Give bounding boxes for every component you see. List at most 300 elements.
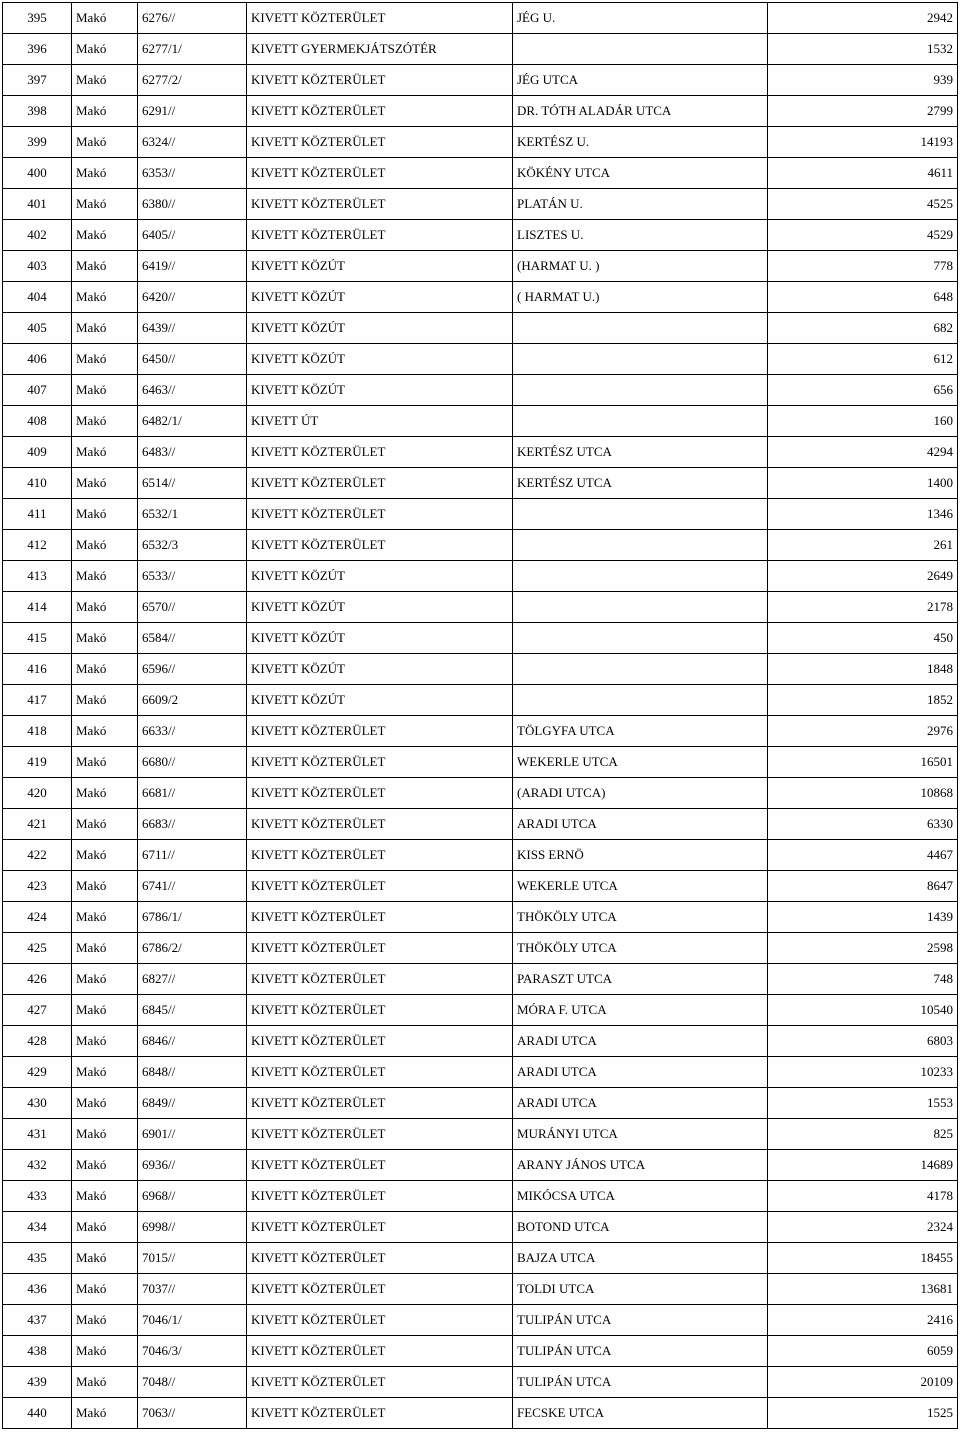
land-use-cell: KIVETT KÖZTERÜLET bbox=[247, 437, 513, 468]
street-name-cell: PLATÁN U. bbox=[513, 189, 768, 220]
parcel-number-cell: 6514// bbox=[138, 468, 247, 499]
land-use-cell: KIVETT KÖZTERÜLET bbox=[247, 158, 513, 189]
area-cell: 261 bbox=[768, 530, 958, 561]
row-number-cell: 425 bbox=[3, 933, 72, 964]
land-use-cell: KIVETT KÖZÚT bbox=[247, 282, 513, 313]
street-name-cell: ARADI UTCA bbox=[513, 1088, 768, 1119]
row-number-cell: 397 bbox=[3, 65, 72, 96]
settlement-cell: Makó bbox=[72, 96, 138, 127]
row-number-cell: 437 bbox=[3, 1305, 72, 1336]
parcel-number-cell: 6711// bbox=[138, 840, 247, 871]
settlement-cell: Makó bbox=[72, 995, 138, 1026]
street-name-cell: WEKERLE UTCA bbox=[513, 747, 768, 778]
area-cell: 8647 bbox=[768, 871, 958, 902]
land-use-cell: KIVETT KÖZTERÜLET bbox=[247, 840, 513, 871]
street-name-cell bbox=[513, 561, 768, 592]
parcel-number-cell: 6482/1/ bbox=[138, 406, 247, 437]
row-number-cell: 403 bbox=[3, 251, 72, 282]
street-name-cell: MÓRA F. UTCA bbox=[513, 995, 768, 1026]
land-use-cell: KIVETT KÖZTERÜLET bbox=[247, 1398, 513, 1429]
settlement-cell: Makó bbox=[72, 313, 138, 344]
area-cell: 825 bbox=[768, 1119, 958, 1150]
parcel-number-cell: 6846// bbox=[138, 1026, 247, 1057]
area-cell: 1852 bbox=[768, 685, 958, 716]
settlement-cell: Makó bbox=[72, 1243, 138, 1274]
area-cell: 13681 bbox=[768, 1274, 958, 1305]
settlement-cell: Makó bbox=[72, 902, 138, 933]
row-number-cell: 400 bbox=[3, 158, 72, 189]
area-cell: 1532 bbox=[768, 34, 958, 65]
area-cell: 4294 bbox=[768, 437, 958, 468]
street-name-cell: (HARMAT U. ) bbox=[513, 251, 768, 282]
settlement-cell: Makó bbox=[72, 1336, 138, 1367]
parcel-number-cell: 7063// bbox=[138, 1398, 247, 1429]
street-name-cell: TOLDI UTCA bbox=[513, 1274, 768, 1305]
row-number-cell: 422 bbox=[3, 840, 72, 871]
row-number-cell: 434 bbox=[3, 1212, 72, 1243]
area-cell: 2598 bbox=[768, 933, 958, 964]
parcel-number-cell: 6277/1/ bbox=[138, 34, 247, 65]
parcel-number-cell: 6845// bbox=[138, 995, 247, 1026]
street-name-cell: ARADI UTCA bbox=[513, 1057, 768, 1088]
row-number-cell: 435 bbox=[3, 1243, 72, 1274]
area-cell: 450 bbox=[768, 623, 958, 654]
area-cell: 2324 bbox=[768, 1212, 958, 1243]
area-cell: 4611 bbox=[768, 158, 958, 189]
parcel-number-cell: 6450// bbox=[138, 344, 247, 375]
street-name-cell bbox=[513, 499, 768, 530]
area-cell: 2799 bbox=[768, 96, 958, 127]
land-use-cell: KIVETT KÖZÚT bbox=[247, 685, 513, 716]
parcel-number-cell: 7048// bbox=[138, 1367, 247, 1398]
settlement-cell: Makó bbox=[72, 561, 138, 592]
land-use-cell: KIVETT KÖZTERÜLET bbox=[247, 747, 513, 778]
table-row bbox=[3, 1119, 958, 1150]
street-name-cell: WEKERLE UTCA bbox=[513, 871, 768, 902]
area-cell: 4178 bbox=[768, 1181, 958, 1212]
parcel-number-cell: 6584// bbox=[138, 623, 247, 654]
row-number-cell: 402 bbox=[3, 220, 72, 251]
parcel-number-cell: 6483// bbox=[138, 437, 247, 468]
settlement-cell: Makó bbox=[72, 1398, 138, 1429]
settlement-cell: Makó bbox=[72, 871, 138, 902]
area-cell: 1439 bbox=[768, 902, 958, 933]
parcel-number-cell: 6277/2/ bbox=[138, 65, 247, 96]
area-cell: 6059 bbox=[768, 1336, 958, 1367]
parcel-number-cell: 6609/2 bbox=[138, 685, 247, 716]
street-name-cell bbox=[513, 685, 768, 716]
table-row bbox=[3, 375, 958, 406]
table-row bbox=[3, 158, 958, 189]
row-number-cell: 419 bbox=[3, 747, 72, 778]
land-use-cell: KIVETT KÖZTERÜLET bbox=[247, 964, 513, 995]
row-number-cell: 407 bbox=[3, 375, 72, 406]
table-row bbox=[3, 840, 958, 871]
land-use-cell: KIVETT ÚT bbox=[247, 406, 513, 437]
parcel-number-cell: 6901// bbox=[138, 1119, 247, 1150]
row-number-cell: 426 bbox=[3, 964, 72, 995]
street-name-cell: TULIPÁN UTCA bbox=[513, 1336, 768, 1367]
street-name-cell: BAJZA UTCA bbox=[513, 1243, 768, 1274]
street-name-cell: TULIPÁN UTCA bbox=[513, 1305, 768, 1336]
table-row bbox=[3, 778, 958, 809]
area-cell: 4525 bbox=[768, 189, 958, 220]
table-row bbox=[3, 251, 958, 282]
table-row bbox=[3, 406, 958, 437]
table-row bbox=[3, 530, 958, 561]
street-name-cell bbox=[513, 313, 768, 344]
street-name-cell bbox=[513, 530, 768, 561]
row-number-cell: 417 bbox=[3, 685, 72, 716]
row-number-cell: 432 bbox=[3, 1150, 72, 1181]
table-row bbox=[3, 96, 958, 127]
table-row bbox=[3, 592, 958, 623]
parcel-number-cell: 6848// bbox=[138, 1057, 247, 1088]
settlement-cell: Makó bbox=[72, 406, 138, 437]
settlement-cell: Makó bbox=[72, 1026, 138, 1057]
land-use-cell: KIVETT KÖZTERÜLET bbox=[247, 65, 513, 96]
table-row bbox=[3, 1398, 958, 1429]
settlement-cell: Makó bbox=[72, 1088, 138, 1119]
parcel-number-cell: 6968// bbox=[138, 1181, 247, 1212]
land-use-cell: KIVETT KÖZTERÜLET bbox=[247, 871, 513, 902]
street-name-cell bbox=[513, 34, 768, 65]
area-cell: 10233 bbox=[768, 1057, 958, 1088]
land-use-cell: KIVETT KÖZTERÜLET bbox=[247, 1119, 513, 1150]
settlement-cell: Makó bbox=[72, 158, 138, 189]
parcel-number-cell: 6533// bbox=[138, 561, 247, 592]
land-use-cell: KIVETT KÖZTERÜLET bbox=[247, 499, 513, 530]
settlement-cell: Makó bbox=[72, 499, 138, 530]
street-name-cell: ( HARMAT U.) bbox=[513, 282, 768, 313]
settlement-cell: Makó bbox=[72, 344, 138, 375]
table-row bbox=[3, 809, 958, 840]
row-number-cell: 405 bbox=[3, 313, 72, 344]
area-cell: 2976 bbox=[768, 716, 958, 747]
street-name-cell: ARANY JÁNOS UTCA bbox=[513, 1150, 768, 1181]
settlement-cell: Makó bbox=[72, 1150, 138, 1181]
land-use-cell: KIVETT KÖZTERÜLET bbox=[247, 1305, 513, 1336]
settlement-cell: Makó bbox=[72, 127, 138, 158]
settlement-cell: Makó bbox=[72, 685, 138, 716]
settlement-cell: Makó bbox=[72, 1305, 138, 1336]
area-cell: 10540 bbox=[768, 995, 958, 1026]
land-use-cell: KIVETT KÖZTERÜLET bbox=[247, 3, 513, 34]
row-number-cell: 428 bbox=[3, 1026, 72, 1057]
table-row bbox=[3, 685, 958, 716]
row-number-cell: 423 bbox=[3, 871, 72, 902]
land-use-cell: KIVETT KÖZTERÜLET bbox=[247, 1367, 513, 1398]
area-cell: 1553 bbox=[768, 1088, 958, 1119]
row-number-cell: 414 bbox=[3, 592, 72, 623]
parcel-number-cell: 6405// bbox=[138, 220, 247, 251]
area-cell: 4467 bbox=[768, 840, 958, 871]
settlement-cell: Makó bbox=[72, 1181, 138, 1212]
table-row bbox=[3, 1367, 958, 1398]
table-row bbox=[3, 34, 958, 65]
street-name-cell: FECSKE UTCA bbox=[513, 1398, 768, 1429]
table-row bbox=[3, 127, 958, 158]
parcel-number-cell: 6380// bbox=[138, 189, 247, 220]
street-name-cell: DR. TÓTH ALADÁR UTCA bbox=[513, 96, 768, 127]
street-name-cell: KISS ERNÖ bbox=[513, 840, 768, 871]
street-name-cell: JÉG U. bbox=[513, 3, 768, 34]
land-use-cell: KIVETT KÖZÚT bbox=[247, 375, 513, 406]
land-use-cell: KIVETT KÖZTERÜLET bbox=[247, 809, 513, 840]
parcel-number-cell: 6680// bbox=[138, 747, 247, 778]
settlement-cell: Makó bbox=[72, 282, 138, 313]
row-number-cell: 401 bbox=[3, 189, 72, 220]
settlement-cell: Makó bbox=[72, 716, 138, 747]
parcel-number-cell: 6596// bbox=[138, 654, 247, 685]
street-name-cell: ARADI UTCA bbox=[513, 809, 768, 840]
settlement-cell: Makó bbox=[72, 1212, 138, 1243]
table-row bbox=[3, 1057, 958, 1088]
land-use-cell: KIVETT KÖZTERÜLET bbox=[247, 220, 513, 251]
area-cell: 20109 bbox=[768, 1367, 958, 1398]
parcel-number-cell: 6633// bbox=[138, 716, 247, 747]
settlement-cell: Makó bbox=[72, 933, 138, 964]
parcel-number-cell: 7015// bbox=[138, 1243, 247, 1274]
row-number-cell: 429 bbox=[3, 1057, 72, 1088]
area-cell: 2416 bbox=[768, 1305, 958, 1336]
parcel-number-cell: 6786/2/ bbox=[138, 933, 247, 964]
parcel-number-cell: 7046/1/ bbox=[138, 1305, 247, 1336]
row-number-cell: 413 bbox=[3, 561, 72, 592]
table-row bbox=[3, 3, 958, 34]
table-row bbox=[3, 1274, 958, 1305]
settlement-cell: Makó bbox=[72, 437, 138, 468]
street-name-cell: TÖLGYFA UTCA bbox=[513, 716, 768, 747]
row-number-cell: 430 bbox=[3, 1088, 72, 1119]
area-cell: 2649 bbox=[768, 561, 958, 592]
parcel-number-cell: 6849// bbox=[138, 1088, 247, 1119]
property-table bbox=[2, 2, 958, 1429]
settlement-cell: Makó bbox=[72, 65, 138, 96]
parcel-number-cell: 6532/1 bbox=[138, 499, 247, 530]
settlement-cell: Makó bbox=[72, 1274, 138, 1305]
table-row bbox=[3, 1243, 958, 1274]
land-use-cell: KIVETT KÖZTERÜLET bbox=[247, 1212, 513, 1243]
area-cell: 160 bbox=[768, 406, 958, 437]
street-name-cell: JÉG UTCA bbox=[513, 65, 768, 96]
street-name-cell: KÖKÉNY UTCA bbox=[513, 158, 768, 189]
row-number-cell: 408 bbox=[3, 406, 72, 437]
parcel-number-cell: 6786/1/ bbox=[138, 902, 247, 933]
table-row bbox=[3, 1150, 958, 1181]
street-name-cell: THÖKÖLY UTCA bbox=[513, 933, 768, 964]
parcel-number-cell: 6291// bbox=[138, 96, 247, 127]
settlement-cell: Makó bbox=[72, 468, 138, 499]
row-number-cell: 438 bbox=[3, 1336, 72, 1367]
table-row bbox=[3, 282, 958, 313]
land-use-cell: KIVETT KÖZTERÜLET bbox=[247, 189, 513, 220]
land-use-cell: KIVETT KÖZTERÜLET bbox=[247, 1243, 513, 1274]
street-name-cell: KERTÉSZ UTCA bbox=[513, 468, 768, 499]
land-use-cell: KIVETT KÖZTERÜLET bbox=[247, 1057, 513, 1088]
settlement-cell: Makó bbox=[72, 375, 138, 406]
table-row bbox=[3, 995, 958, 1026]
settlement-cell: Makó bbox=[72, 1119, 138, 1150]
settlement-cell: Makó bbox=[72, 530, 138, 561]
table-row bbox=[3, 468, 958, 499]
row-number-cell: 399 bbox=[3, 127, 72, 158]
table-row bbox=[3, 1212, 958, 1243]
area-cell: 1848 bbox=[768, 654, 958, 685]
land-use-cell: KIVETT KÖZÚT bbox=[247, 251, 513, 282]
area-cell: 6330 bbox=[768, 809, 958, 840]
settlement-cell: Makó bbox=[72, 964, 138, 995]
land-use-cell: KIVETT KÖZTERÜLET bbox=[247, 127, 513, 158]
settlement-cell: Makó bbox=[72, 623, 138, 654]
parcel-number-cell: 6324// bbox=[138, 127, 247, 158]
area-cell: 2942 bbox=[768, 3, 958, 34]
parcel-number-cell: 6353// bbox=[138, 158, 247, 189]
land-use-cell: KIVETT KÖZTERÜLET bbox=[247, 1088, 513, 1119]
parcel-number-cell: 7046/3/ bbox=[138, 1336, 247, 1367]
area-cell: 939 bbox=[768, 65, 958, 96]
table-row bbox=[3, 561, 958, 592]
street-name-cell: ARADI UTCA bbox=[513, 1026, 768, 1057]
settlement-cell: Makó bbox=[72, 189, 138, 220]
land-use-cell: KIVETT KÖZTERÜLET bbox=[247, 468, 513, 499]
table-row bbox=[3, 1026, 958, 1057]
street-name-cell: MIKÓCSA UTCA bbox=[513, 1181, 768, 1212]
area-cell: 2178 bbox=[768, 592, 958, 623]
settlement-cell: Makó bbox=[72, 747, 138, 778]
parcel-number-cell: 6998// bbox=[138, 1212, 247, 1243]
settlement-cell: Makó bbox=[72, 654, 138, 685]
land-use-cell: KIVETT KÖZTERÜLET bbox=[247, 530, 513, 561]
land-use-cell: KIVETT KÖZÚT bbox=[247, 561, 513, 592]
street-name-cell bbox=[513, 623, 768, 654]
parcel-number-cell: 6439// bbox=[138, 313, 247, 344]
row-number-cell: 424 bbox=[3, 902, 72, 933]
land-use-cell: KIVETT KÖZTERÜLET bbox=[247, 96, 513, 127]
street-name-cell bbox=[513, 654, 768, 685]
parcel-number-cell: 6827// bbox=[138, 964, 247, 995]
land-use-cell: KIVETT KÖZTERÜLET bbox=[247, 1026, 513, 1057]
table-row bbox=[3, 437, 958, 468]
table-row bbox=[3, 902, 958, 933]
row-number-cell: 406 bbox=[3, 344, 72, 375]
parcel-number-cell: 6570// bbox=[138, 592, 247, 623]
row-number-cell: 404 bbox=[3, 282, 72, 313]
land-use-cell: KIVETT KÖZTERÜLET bbox=[247, 902, 513, 933]
area-cell: 778 bbox=[768, 251, 958, 282]
area-cell: 1346 bbox=[768, 499, 958, 530]
land-use-cell: KIVETT KÖZÚT bbox=[247, 592, 513, 623]
street-name-cell bbox=[513, 406, 768, 437]
area-cell: 14193 bbox=[768, 127, 958, 158]
settlement-cell: Makó bbox=[72, 34, 138, 65]
row-number-cell: 412 bbox=[3, 530, 72, 561]
settlement-cell: Makó bbox=[72, 840, 138, 871]
parcel-number-cell: 7037// bbox=[138, 1274, 247, 1305]
row-number-cell: 416 bbox=[3, 654, 72, 685]
table-row bbox=[3, 747, 958, 778]
street-name-cell: LISZTES U. bbox=[513, 220, 768, 251]
table-row bbox=[3, 1181, 958, 1212]
row-number-cell: 410 bbox=[3, 468, 72, 499]
row-number-cell: 427 bbox=[3, 995, 72, 1026]
street-name-cell bbox=[513, 344, 768, 375]
street-name-cell: (ARADI UTCA) bbox=[513, 778, 768, 809]
street-name-cell: PARASZT UTCA bbox=[513, 964, 768, 995]
table-row bbox=[3, 871, 958, 902]
row-number-cell: 433 bbox=[3, 1181, 72, 1212]
row-number-cell: 411 bbox=[3, 499, 72, 530]
settlement-cell: Makó bbox=[72, 220, 138, 251]
table-row bbox=[3, 654, 958, 685]
table-row bbox=[3, 933, 958, 964]
table-row bbox=[3, 1088, 958, 1119]
table-row bbox=[3, 1305, 958, 1336]
street-name-cell bbox=[513, 375, 768, 406]
row-number-cell: 418 bbox=[3, 716, 72, 747]
settlement-cell: Makó bbox=[72, 1057, 138, 1088]
street-name-cell: KERTÉSZ UTCA bbox=[513, 437, 768, 468]
area-cell: 748 bbox=[768, 964, 958, 995]
parcel-number-cell: 6276// bbox=[138, 3, 247, 34]
land-use-cell: KIVETT KÖZTERÜLET bbox=[247, 995, 513, 1026]
area-cell: 648 bbox=[768, 282, 958, 313]
parcel-number-cell: 6936// bbox=[138, 1150, 247, 1181]
street-name-cell: BOTOND UTCA bbox=[513, 1212, 768, 1243]
settlement-cell: Makó bbox=[72, 251, 138, 282]
street-name-cell: MURÁNYI UTCA bbox=[513, 1119, 768, 1150]
land-use-cell: KIVETT KÖZÚT bbox=[247, 344, 513, 375]
settlement-cell: Makó bbox=[72, 3, 138, 34]
parcel-number-cell: 6419// bbox=[138, 251, 247, 282]
table-row bbox=[3, 65, 958, 96]
street-name-cell bbox=[513, 592, 768, 623]
row-number-cell: 420 bbox=[3, 778, 72, 809]
land-use-cell: KIVETT KÖZTERÜLET bbox=[247, 1150, 513, 1181]
table-row bbox=[3, 499, 958, 530]
table-row bbox=[3, 344, 958, 375]
area-cell: 16501 bbox=[768, 747, 958, 778]
street-name-cell: THÖKÖLY UTCA bbox=[513, 902, 768, 933]
row-number-cell: 395 bbox=[3, 3, 72, 34]
land-use-cell: KIVETT KÖZTERÜLET bbox=[247, 933, 513, 964]
land-use-cell: KIVETT KÖZÚT bbox=[247, 623, 513, 654]
street-name-cell: KERTÉSZ U. bbox=[513, 127, 768, 158]
area-cell: 1400 bbox=[768, 468, 958, 499]
row-number-cell: 398 bbox=[3, 96, 72, 127]
row-number-cell: 439 bbox=[3, 1367, 72, 1398]
area-cell: 4529 bbox=[768, 220, 958, 251]
settlement-cell: Makó bbox=[72, 778, 138, 809]
land-use-cell: KIVETT KÖZTERÜLET bbox=[247, 1336, 513, 1367]
area-cell: 682 bbox=[768, 313, 958, 344]
row-number-cell: 409 bbox=[3, 437, 72, 468]
table-body bbox=[3, 3, 958, 1429]
land-use-cell: KIVETT KÖZÚT bbox=[247, 313, 513, 344]
land-use-cell: KIVETT KÖZTERÜLET bbox=[247, 716, 513, 747]
area-cell: 612 bbox=[768, 344, 958, 375]
area-cell: 14689 bbox=[768, 1150, 958, 1181]
table-row bbox=[3, 220, 958, 251]
table-row bbox=[3, 716, 958, 747]
row-number-cell: 415 bbox=[3, 623, 72, 654]
table-row bbox=[3, 189, 958, 220]
settlement-cell: Makó bbox=[72, 592, 138, 623]
parcel-number-cell: 6681// bbox=[138, 778, 247, 809]
table-row bbox=[3, 313, 958, 344]
land-use-cell: KIVETT KÖZTERÜLET bbox=[247, 1274, 513, 1305]
parcel-number-cell: 6420// bbox=[138, 282, 247, 313]
